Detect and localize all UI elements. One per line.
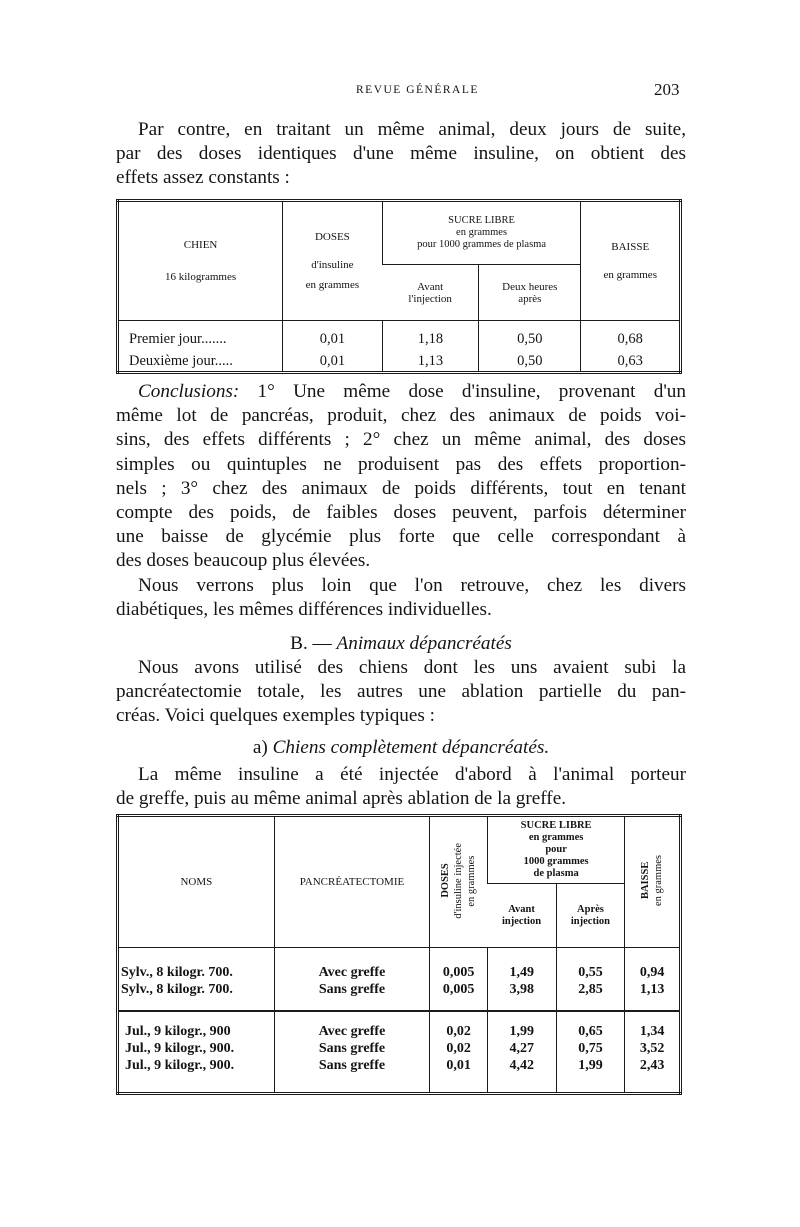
header-baisse-label: BAISSE xyxy=(611,241,650,253)
header-doses-line: DOSES xyxy=(440,863,452,898)
table-row xyxy=(118,964,681,981)
header-noms: NOMS xyxy=(118,816,275,948)
subsection-a-heading xyxy=(116,736,686,760)
header-sucre xyxy=(487,816,624,884)
header-avant xyxy=(382,265,479,321)
section-b-label: B. — xyxy=(290,633,332,654)
subsection-a-label: a) xyxy=(252,737,268,758)
header-deux-label: après xyxy=(518,292,542,305)
header-chien xyxy=(118,201,283,321)
cell-baisse: 0,68 xyxy=(581,321,681,349)
text-line: de greffe, puis au même animal après ablation de la greffe. xyxy=(116,788,567,810)
header-baisse-line: en grammes xyxy=(653,854,665,907)
table-depancreates xyxy=(116,814,682,1095)
text-line: sins, des effets différents ; 2° chez un même animal, des doses xyxy=(116,429,686,451)
paragraph-method xyxy=(116,656,686,729)
table-row xyxy=(118,1057,681,1074)
cell-avant: 4,42 xyxy=(487,1057,556,1074)
header-sucre-line: pour xyxy=(545,844,567,855)
paragraph-greffe xyxy=(116,763,686,811)
header-doses-sub: d'insuline xyxy=(311,259,354,271)
table-row xyxy=(118,1040,681,1057)
text-span: 1° Une même dose d'insuline, provenant d'un xyxy=(257,381,686,402)
header-avant-line: injection xyxy=(501,915,542,927)
header-doses-label: DOSES xyxy=(314,231,350,243)
text-line: Nous avons utilisé des chiens dont les uns avaient subi la xyxy=(138,657,686,678)
header-apres-line: injection xyxy=(570,915,610,927)
text-line: une baisse de glycémie plus forte que celle correspondant à xyxy=(116,526,686,548)
cell-dose: 0,01 xyxy=(430,1057,488,1074)
header-doses-line: d'insuline injectée xyxy=(453,842,465,919)
cell-pancreat: Sans greffe xyxy=(274,1057,429,1074)
text-line: Par contre, en traitant un même animal, deux jours de suite, xyxy=(138,119,686,140)
header-baisse xyxy=(625,816,681,948)
table-row xyxy=(118,321,681,349)
text-line: effets assez constants : xyxy=(116,167,290,189)
table-dose-constant xyxy=(116,199,682,374)
header-sucre-sub: pour 1000 grammes de plasma xyxy=(417,239,546,250)
cell-apres: 0,65 xyxy=(556,1023,625,1040)
cell-dose: 0,005 xyxy=(430,964,488,981)
running-title: REVUE GÉNÉRALE xyxy=(356,84,479,96)
cell-apres: 1,99 xyxy=(556,1057,625,1074)
header-sucre xyxy=(382,201,581,265)
cell-baisse: 3,52 xyxy=(625,1040,681,1057)
header-avant-label: Avant xyxy=(417,280,444,293)
cell-apres: 2,85 xyxy=(556,981,625,998)
text-line: Nous verrons plus loin que l'on retrouve, chez les divers xyxy=(138,574,686,596)
header-deux-label: Deux heures xyxy=(502,280,558,293)
header-doses-sub: en grammes xyxy=(305,279,360,291)
header-baisse-sub: en grammes xyxy=(603,269,657,281)
header-sucre-line: 1000 grammes xyxy=(523,856,589,867)
cell-nom: Sylv., 8 kilogr. 700. xyxy=(121,964,233,980)
cell-avant: 4,27 xyxy=(487,1040,556,1057)
cell-pancreat: Avec greffe xyxy=(274,1023,429,1040)
header-baisse-label xyxy=(639,855,665,906)
cell-apres: 0,50 xyxy=(479,321,581,349)
cell-baisse: 1,34 xyxy=(625,1023,681,1040)
header-baisse xyxy=(581,201,681,321)
cell-dose: 0,01 xyxy=(283,348,382,372)
header-chien-label: CHIEN xyxy=(183,239,218,251)
cell-avant: 1,49 xyxy=(487,964,556,981)
table-row xyxy=(118,348,681,372)
text-line: par des doses identiques d'une même insuline, on obtient des xyxy=(116,143,686,165)
cell-avant: 1,18 xyxy=(382,321,479,349)
cell-nom: Jul., 9 kilogr., 900 xyxy=(125,1023,231,1039)
text-line: même lot de pancréas, produit, chez des animaux de poids voi- xyxy=(116,405,686,427)
text-line: La même insuline a été injectée d'abord à l'animal porteur xyxy=(138,764,686,785)
header-sucre-label: SUCRE LIBRE xyxy=(448,215,515,226)
header-sucre-line: SUCRE LIBRE xyxy=(520,820,592,831)
text-line: pancréatectomie totale, les autres une ablation partielle du pan- xyxy=(116,681,686,703)
cell-apres: 0,55 xyxy=(556,964,625,981)
header-pancreatectomie: PANCRÉATECTOMIE xyxy=(274,816,429,948)
cell-baisse: 2,43 xyxy=(625,1057,681,1074)
cell-dose: 0,005 xyxy=(430,981,488,998)
cell-dose: 0,02 xyxy=(430,1040,488,1057)
header-baisse-line: BAISSE xyxy=(640,861,652,900)
text-line: simples ou quintuples ne produisent pas des effets proportion- xyxy=(116,453,686,475)
header-doses xyxy=(283,201,382,321)
header-apres-line: Après xyxy=(577,903,604,915)
header-sucre-line: en grammes xyxy=(528,832,584,843)
cell-label: Deuxième jour..... xyxy=(129,352,233,369)
cell-pancreat: Avec greffe xyxy=(274,964,429,981)
cell-nom: Sylv., 8 kilogr. 700. xyxy=(121,981,233,997)
cell-apres: 0,75 xyxy=(556,1040,625,1057)
table-row xyxy=(118,1023,681,1040)
header-sucre-sub: en grammes xyxy=(456,227,508,238)
subsection-a-title: Chiens complètement dépancréatés. xyxy=(272,737,550,758)
cell-dose: 0,02 xyxy=(430,1023,488,1040)
cell-baisse: 0,63 xyxy=(581,348,681,372)
intro-paragraph xyxy=(116,118,686,191)
cell-baisse: 0,94 xyxy=(625,964,681,981)
header-apres xyxy=(556,884,625,948)
cell-avant: 1,13 xyxy=(382,348,479,372)
header-chien-sub: 16 kilogrammes xyxy=(164,271,237,283)
header-doses-line: en grammes xyxy=(466,854,478,907)
section-b-title: Animaux dépancréatés xyxy=(336,633,512,654)
header-sucre-line: de plasma xyxy=(533,868,579,879)
cell-nom: Jul., 9 kilogr., 900. xyxy=(125,1040,235,1056)
header-doses xyxy=(430,816,488,948)
table-row xyxy=(118,981,681,998)
conclusions-lead: Conclusions: xyxy=(138,381,240,402)
header-avant-line: Avant xyxy=(508,903,535,915)
cell-dose: 0,01 xyxy=(283,321,382,349)
header-doses-label xyxy=(439,843,478,919)
page-number: 203 xyxy=(654,80,680,99)
header-avant-label: l'injection xyxy=(408,292,452,305)
text-line: compte des poids, de faibles doses peuvent, parfois déterminer xyxy=(116,502,686,524)
header-deux-heures xyxy=(479,265,581,321)
cell-pancreat: Sans greffe xyxy=(274,1040,429,1057)
text-line: créas. Voici quelques exemples typiques : xyxy=(116,705,436,727)
text-line: des doses beaucoup plus élevées. xyxy=(116,550,371,572)
cell-label: Premier jour....... xyxy=(129,331,227,347)
header-avant xyxy=(487,884,556,948)
cell-nom: Jul., 9 kilogr., 900. xyxy=(125,1057,235,1073)
cell-baisse: 1,13 xyxy=(625,981,681,998)
cell-avant: 1,99 xyxy=(487,1023,556,1040)
conclusions-paragraph xyxy=(116,380,686,622)
cell-avant: 3,98 xyxy=(487,981,556,998)
text-line: nels ; 3° chez des animaux de poids différents, tout en tenant xyxy=(116,477,686,499)
cell-pancreat: Sans greffe xyxy=(274,981,429,998)
cell-apres: 0,50 xyxy=(479,348,581,372)
text-line xyxy=(116,380,686,404)
section-b-heading xyxy=(116,632,686,656)
text-line: diabétiques, les mêmes différences individuelles. xyxy=(116,598,492,620)
